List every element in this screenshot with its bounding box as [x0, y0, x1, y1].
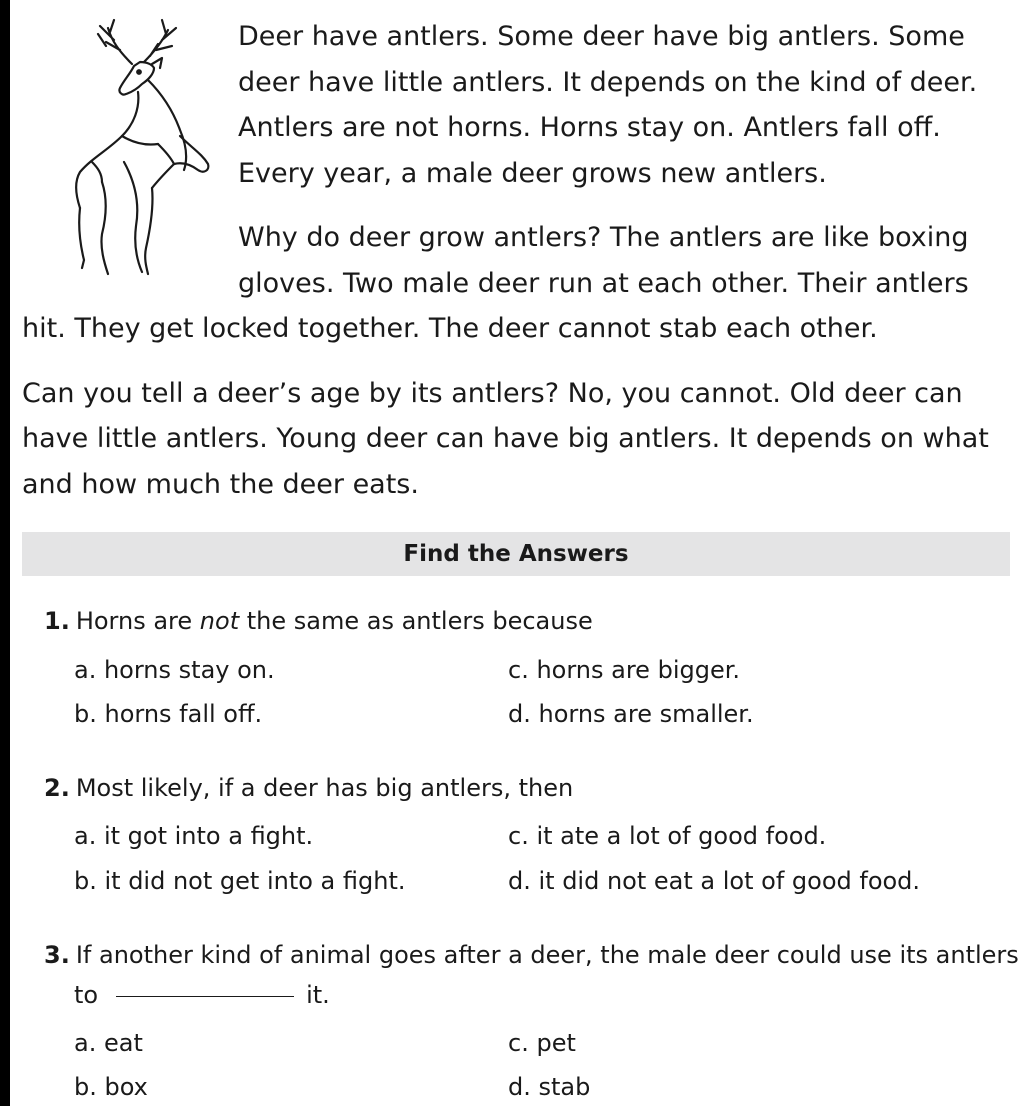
- answer-option-1b[interactable]: b. horns fall off.: [74, 700, 263, 728]
- question-number: 2.: [44, 774, 70, 802]
- question-3: [44, 941, 1019, 1009]
- passage-line: gloves. Two male deer run at each other. Their antlers: [238, 267, 969, 299]
- passage-line: Antlers are not horns. Horns stay on. Antlers fall off.: [238, 112, 941, 143]
- fill-in-blank[interactable]: [116, 996, 294, 997]
- stem-text: the same as antlers because: [239, 607, 593, 635]
- answer-option-3a[interactable]: a. eat: [74, 1029, 143, 1057]
- stem-emphasis: not: [199, 607, 240, 635]
- question-stem: [44, 774, 1004, 802]
- stem-text: If another kind of animal goes after a deer, the male deer could use its antlers: [75, 941, 1019, 969]
- passage-line: deer have little antlers. It depends on the kind of deer.: [238, 66, 978, 98]
- passage-line: have little antlers. Young deer can have big antlers. It depends on what: [22, 423, 989, 454]
- paragraph-3: [22, 371, 1012, 508]
- answer-option-2d[interactable]: d. it did not eat a lot of good food.: [508, 867, 921, 895]
- answer-option-2b[interactable]: b. it did not get into a fight.: [74, 867, 406, 895]
- stem-text: Most likely, if a deer has big antlers, then: [75, 774, 574, 802]
- question-stem-line2: [44, 981, 1004, 1009]
- reading-passage: [22, 14, 1012, 507]
- paragraph-1: [22, 14, 1012, 196]
- answer-option-2a[interactable]: a. it got into a fight.: [74, 822, 314, 850]
- stem-text: it.: [306, 981, 330, 1009]
- passage-line: Why do deer grow antlers? The antlers are like boxing: [238, 222, 969, 253]
- question-stem: [44, 607, 1004, 635]
- passage-line: hit. They get locked together. The deer cannot stab each other.: [22, 313, 878, 344]
- question-2: [44, 774, 1004, 802]
- question-number: 3.: [44, 941, 70, 969]
- answer-option-3b[interactable]: b. box: [74, 1073, 148, 1101]
- question-number: 1.: [44, 607, 70, 635]
- stem-text: to: [74, 981, 99, 1009]
- passage-line: and how much the deer eats.: [22, 468, 419, 500]
- answer-option-2c[interactable]: c. it ate a lot of good food.: [508, 822, 827, 850]
- question-1: [44, 607, 1004, 635]
- answer-option-1c[interactable]: c. horns are bigger.: [508, 656, 741, 684]
- passage-line: Every year, a male deer grows new antlers.: [238, 157, 827, 189]
- answer-option-3c[interactable]: c. pet: [508, 1029, 576, 1057]
- paragraph-2: [22, 215, 1012, 352]
- stem-text: Horns are: [75, 607, 200, 635]
- answer-option-3d[interactable]: d. stab: [508, 1073, 591, 1101]
- passage-line: Can you tell a deer’s age by its antlers? No, you cannot. Old deer can: [22, 377, 963, 409]
- section-heading: Find the Answers: [22, 532, 1010, 576]
- passage-line: Deer have antlers. Some deer have big antlers. Some: [238, 21, 965, 52]
- answer-option-1d[interactable]: d. horns are smaller.: [508, 700, 754, 728]
- answer-option-1a[interactable]: a. horns stay on.: [74, 656, 275, 684]
- question-stem: [44, 941, 1019, 969]
- left-border: [0, 0, 10, 1106]
